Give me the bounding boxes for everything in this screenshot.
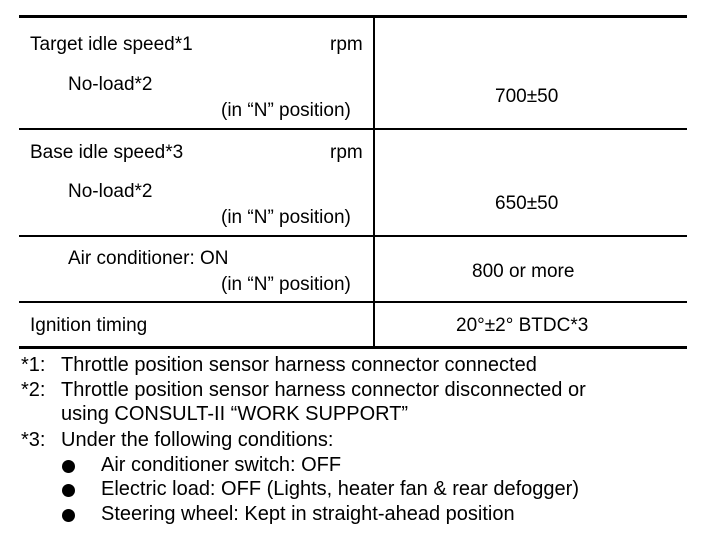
target-idle-speed-label: Target idle speed*1 [30, 34, 193, 55]
bullet-icon [62, 484, 75, 497]
row-divider-2 [19, 235, 687, 237]
table-bottom-border [19, 346, 687, 349]
base-idle-position: (in “N” position) [221, 207, 351, 228]
ignition-timing-label: Ignition timing [30, 315, 148, 336]
note-3-marker: *3: [21, 429, 46, 451]
note-3-text: Under the following conditions: [61, 429, 334, 451]
ignition-timing-value: 20°±2° BTDC*3 [456, 315, 589, 336]
base-idle-speed-unit: rpm [330, 142, 363, 163]
table-column-divider [373, 15, 375, 347]
note-1-text: Throttle position sensor harness connector connected [61, 354, 537, 376]
ac-on-condition: Air conditioner: ON [68, 248, 229, 269]
ac-on-position: (in “N” position) [221, 274, 351, 295]
note-3-bullet-1: Air conditioner switch: OFF [101, 454, 342, 476]
row-divider-3 [19, 301, 687, 303]
note-3-bullet-2: Electric load: OFF (Lights, heater fan & rear defogger) [101, 478, 579, 500]
target-idle-speed-unit: rpm [330, 34, 363, 55]
bullet-icon [62, 460, 75, 473]
note-2-text: Throttle position sensor harness connector disconnected or [61, 379, 586, 401]
note-2-marker: *2: [21, 379, 46, 401]
base-idle-value: 650±50 [495, 193, 559, 214]
base-idle-condition: No-load*2 [68, 181, 153, 202]
base-idle-speed-label: Base idle speed*3 [30, 142, 184, 163]
note-2-text-continued: using CONSULT-II “WORK SUPPORT” [61, 403, 409, 425]
note-1-marker: *1: [21, 354, 46, 376]
note-3-bullet-3: Steering wheel: Kept in straight-ahead position [101, 503, 515, 525]
target-idle-value: 700±50 [495, 86, 559, 107]
bullet-icon [62, 509, 75, 522]
target-idle-condition: No-load*2 [68, 74, 153, 95]
target-idle-position: (in “N” position) [221, 100, 351, 121]
table-top-border [19, 15, 687, 18]
row-divider-1 [19, 128, 687, 130]
ac-on-value: 800 or more [472, 261, 575, 282]
